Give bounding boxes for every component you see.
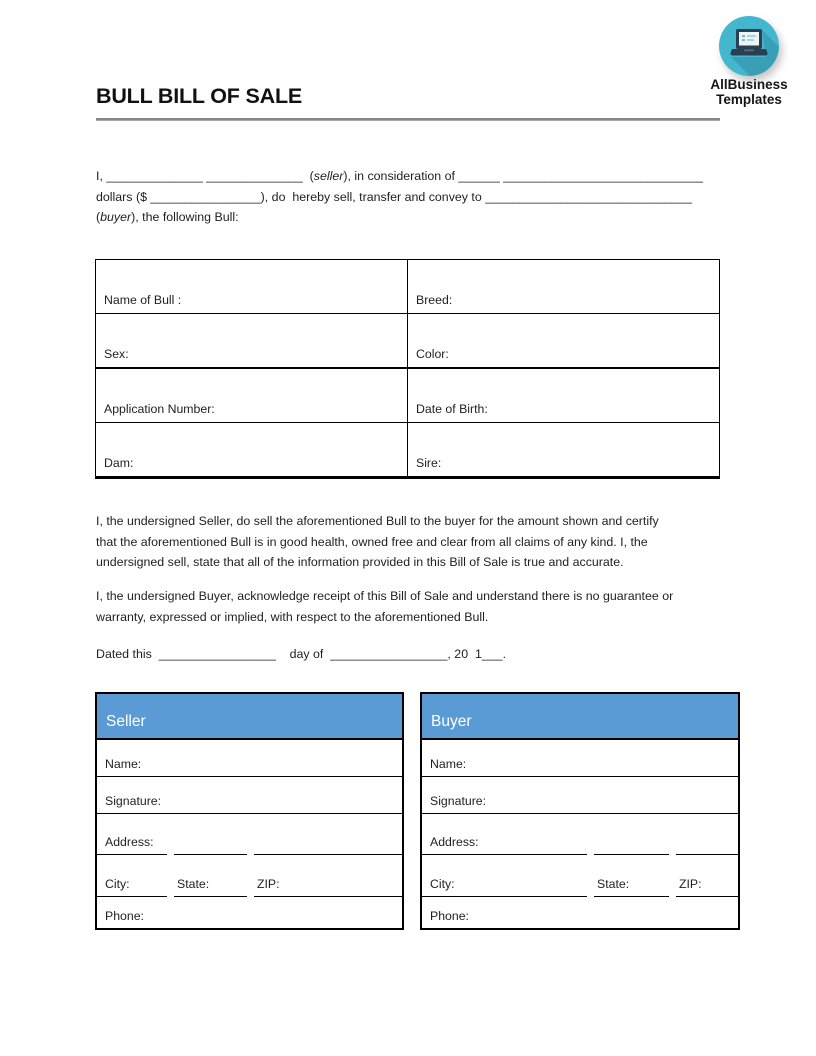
color-label: Color:: [416, 347, 449, 361]
date-of-birth-cell[interactable]: [408, 369, 719, 422]
intro-line-3: [96, 207, 736, 228]
buyer-box-header: [422, 694, 738, 740]
seller-word: seller: [313, 169, 344, 183]
seller-zip-label: ZIP:: [257, 877, 280, 891]
buyer-info-box: [420, 692, 740, 930]
buyer-name-label: Name:: [430, 757, 467, 771]
seller-last-name-blank[interactable]: ______________: [206, 169, 303, 183]
buyer-signature-label: Signature:: [430, 794, 487, 808]
table-row: [96, 369, 719, 423]
seller-zip-field[interactable]: [254, 854, 402, 897]
paragraph-text: I, the undersigned Seller, do sell the aforementioned Bull to the buyer for the amount shown and certify: [96, 514, 659, 528]
amount-words-blank-1[interactable]: ______: [458, 169, 500, 183]
dated-text: day of: [275, 647, 331, 661]
bull-details-table: [95, 259, 720, 479]
buyer-city-state-zip-row: [422, 854, 738, 897]
sex-label: Sex:: [104, 347, 129, 361]
seller-phone-field[interactable]: [97, 897, 402, 928]
buyer-header-label: Buyer: [431, 713, 472, 730]
buyer-address-label: Address:: [430, 835, 479, 849]
dated-text: .: [502, 647, 507, 661]
seller-signature-label: Signature:: [105, 794, 162, 808]
breed-cell[interactable]: [408, 260, 719, 313]
seller-address-label: Address:: [105, 835, 154, 849]
intro-line-2: [96, 187, 736, 208]
buyer-acknowledgment-paragraph: [96, 586, 736, 627]
sex-cell[interactable]: [96, 314, 408, 367]
seller-name-field[interactable]: [97, 740, 402, 777]
table-row: [96, 260, 719, 314]
seller-certification-paragraph: [96, 511, 736, 573]
sire-cell[interactable]: [408, 423, 719, 476]
buyer-phone-label: Phone:: [430, 909, 469, 923]
page-title: BULL BILL OF SALE: [96, 84, 303, 108]
application-number-cell[interactable]: [96, 369, 408, 422]
seller-first-name-blank[interactable]: ______________: [106, 169, 203, 183]
seller-city-field[interactable]: [97, 854, 167, 897]
paragraph-text: I, the undersigned Buyer, acknowledge receipt of this Bill of Sale and understand there is no guarantee or: [96, 589, 674, 603]
seller-phone-label: Phone:: [105, 909, 144, 923]
buyer-city-label: City:: [430, 877, 455, 891]
name-of-bull-label: Name of Bull :: [104, 293, 182, 307]
intro-text: I,: [96, 169, 107, 183]
intro-line-1: [96, 166, 736, 187]
seller-info-box: [95, 692, 404, 930]
color-cell[interactable]: [408, 314, 719, 367]
buyer-signature-field[interactable]: [422, 777, 738, 814]
title-divider: [96, 118, 720, 121]
intro-text: ), in consideration of: [343, 169, 459, 183]
brand-name-line1: AllBusiness: [710, 77, 788, 92]
seller-box-header: [97, 694, 402, 740]
dated-text: , 20 1: [447, 647, 482, 661]
amount-number-blank[interactable]: ________________: [150, 189, 261, 204]
buyer-word: buyer: [100, 210, 132, 225]
buyer-phone-field[interactable]: [422, 897, 738, 928]
dated-day-blank[interactable]: _________________: [158, 647, 276, 661]
seller-signature-field[interactable]: [97, 777, 402, 814]
seller-city-state-zip-row: [97, 854, 402, 897]
intro-paragraph: [96, 166, 736, 228]
buyer-name-blank[interactable]: ______________________________: [485, 189, 692, 204]
seller-name-label: Name:: [105, 757, 142, 771]
dam-cell[interactable]: [96, 423, 408, 476]
buyer-city-field[interactable]: [422, 854, 587, 897]
intro-text: ), do hereby sell, transfer and convey to: [260, 189, 486, 204]
seller-city-label: City:: [105, 877, 130, 891]
paragraph-text: that the aforementioned Bull is in good health, owned free and clear from all claims of any kind. I, the: [96, 534, 648, 549]
seller-state-label: State:: [177, 877, 210, 891]
paragraph-text: undersigned sell, state that all of the information provided in this Bill of Sale is true and accurate.: [96, 555, 624, 570]
table-row: [96, 314, 719, 369]
dated-text: Dated this: [96, 647, 159, 661]
brand-name-line2: Templates: [716, 92, 782, 107]
amount-words-blank-2[interactable]: _____________________________: [503, 169, 704, 183]
dated-year-blank[interactable]: ___: [481, 647, 503, 661]
intro-text: (: [96, 210, 101, 225]
date-of-birth-label: Date of Birth:: [416, 402, 488, 416]
application-number-label: Application Number:: [104, 402, 215, 416]
buyer-state-field[interactable]: [594, 854, 669, 897]
seller-state-field[interactable]: [174, 854, 247, 897]
brand-name: [696, 77, 802, 107]
dated-month-blank[interactable]: _________________: [330, 647, 448, 661]
buyer-address-field[interactable]: [422, 814, 738, 854]
breed-label: Breed:: [416, 293, 453, 307]
laptop-icon: [719, 16, 779, 76]
dam-label: Dam:: [104, 456, 134, 470]
intro-text: (: [302, 169, 314, 183]
intro-text: ), the following Bull:: [131, 210, 239, 225]
table-row: [96, 423, 719, 476]
paragraph-text: warranty, expressed or implied, with respect to the aforementioned Bull.: [96, 609, 489, 624]
dated-line: [96, 644, 736, 665]
seller-header-label: Seller: [106, 713, 146, 730]
buyer-zip-label: ZIP:: [679, 877, 702, 891]
name-of-bull-cell[interactable]: [96, 260, 408, 313]
intro-text: dollars ($: [96, 189, 151, 204]
sire-label: Sire:: [416, 456, 442, 470]
buyer-name-field[interactable]: [422, 740, 738, 777]
buyer-zip-field[interactable]: [676, 854, 738, 897]
seller-address-field[interactable]: [97, 814, 402, 854]
brand-logo: [696, 16, 802, 107]
buyer-state-label: State:: [597, 877, 630, 891]
